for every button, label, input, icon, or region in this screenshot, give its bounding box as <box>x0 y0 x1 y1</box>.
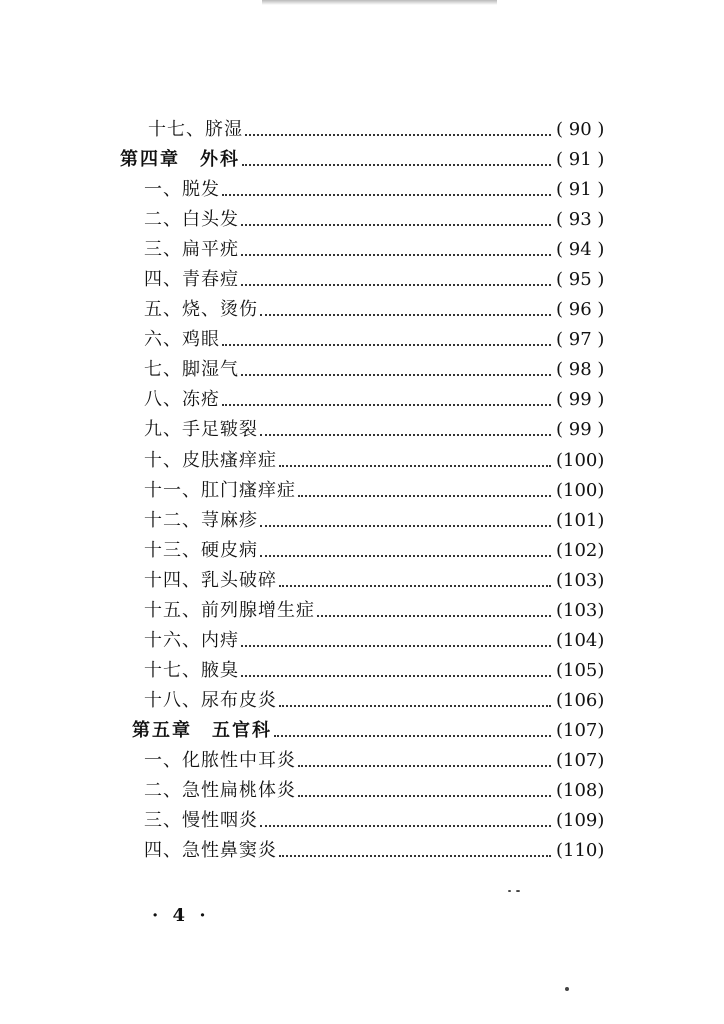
toc-chapter-entry <box>0 145 724 175</box>
toc-entry <box>0 596 724 626</box>
toc-entry-title: 五、烧、烫伤 <box>144 299 258 320</box>
dot-leader <box>222 344 551 346</box>
toc-entry-title: 三、扁平疣 <box>144 239 239 260</box>
toc-entry <box>0 205 724 235</box>
toc-page-number: ( 98 ) <box>556 359 605 380</box>
dot-leader <box>241 374 551 376</box>
scan-speck <box>516 890 520 892</box>
toc-entry <box>0 746 724 776</box>
toc-entry-title: 八、冻疮 <box>144 389 220 410</box>
toc-entry-title: 十五、前列腺增生症 <box>144 600 315 621</box>
toc-entry-title: 九、手足皲裂 <box>144 419 258 440</box>
scan-speck <box>565 987 569 991</box>
toc-entry-title: 十七、腋臭 <box>144 660 239 681</box>
toc-page-number: (109) <box>556 810 605 831</box>
toc-entry-title: 三、慢性咽炎 <box>144 810 258 831</box>
toc-page-number: (103) <box>556 600 605 621</box>
toc-page-number: ( 90 ) <box>556 119 605 140</box>
toc-entry <box>0 626 724 656</box>
toc-entry <box>0 355 724 385</box>
toc-page-number: ( 91 ) <box>556 179 605 200</box>
toc-entry <box>0 265 724 295</box>
toc-entry-title: 四、急性鼻窦炎 <box>144 840 277 861</box>
dot-leader <box>260 525 551 527</box>
dot-leader <box>298 795 551 797</box>
toc-page-number: ( 99 ) <box>556 389 605 410</box>
dot-leader <box>279 585 551 587</box>
toc-entry-title: 七、脚湿气 <box>144 359 239 380</box>
toc-entry-title: 十二、荨麻疹 <box>144 510 258 531</box>
toc-page-number: ( 94 ) <box>556 239 605 260</box>
toc-page-number: (105) <box>556 660 605 681</box>
dot-leader <box>222 194 551 196</box>
toc-chapter-entry <box>0 716 724 746</box>
scan-smudge <box>262 0 497 5</box>
dot-leader <box>279 855 551 857</box>
dot-leader <box>260 314 551 316</box>
dot-leader <box>260 825 551 827</box>
toc-entry <box>0 295 724 325</box>
toc-entry-title: 四、青春痘 <box>144 269 239 290</box>
toc-entry <box>0 175 724 205</box>
toc-entry-title: 十七、脐湿 <box>148 119 243 140</box>
toc-page-number: (106) <box>556 690 605 711</box>
toc-page-number: (110) <box>556 840 605 861</box>
dot-leader <box>241 284 551 286</box>
toc-page-number: (100) <box>556 450 605 471</box>
dot-leader <box>242 164 551 166</box>
toc-entry <box>0 686 724 716</box>
dot-leader <box>245 134 551 136</box>
toc-page-number: ( 91 ) <box>556 149 605 170</box>
toc-entry-title: 十八、尿布皮炎 <box>144 690 277 711</box>
toc-entry-title: 六、鸡眼 <box>144 329 220 350</box>
toc-entry-title: 十三、硬皮病 <box>144 540 258 561</box>
toc-entry <box>0 836 724 866</box>
dot-leader <box>222 404 551 406</box>
toc-page-number: (108) <box>556 780 605 801</box>
dot-leader <box>241 224 551 226</box>
toc-entry-title: 一、脱发 <box>144 179 220 200</box>
toc-entry-title: 十、皮肤瘙痒症 <box>144 450 277 471</box>
toc-page-number: (101) <box>556 510 605 531</box>
toc-entry-title: 十四、乳头破碎 <box>144 570 277 591</box>
toc-entry <box>0 536 724 566</box>
dot-leader <box>260 555 551 557</box>
page-number-footer: · 4 · <box>152 905 210 926</box>
dot-leader <box>279 705 551 707</box>
toc-entry <box>0 325 724 355</box>
toc-page-number: ( 93 ) <box>556 209 605 230</box>
toc-page-number: (107) <box>556 750 605 771</box>
toc-page-number: (102) <box>556 540 605 561</box>
dot-leader <box>241 675 551 677</box>
dot-leader <box>279 465 551 467</box>
toc-entry-title: 十六、内痔 <box>144 630 239 651</box>
toc-page-number: ( 99 ) <box>556 419 605 440</box>
dot-leader <box>298 765 551 767</box>
toc-entry <box>0 506 724 536</box>
dot-leader <box>274 735 551 737</box>
scan-speck <box>508 890 511 892</box>
toc-page-number: (107) <box>556 720 605 741</box>
toc-entry <box>0 806 724 836</box>
toc-entry-title: 第四章 外科 <box>120 149 240 170</box>
toc-page-number: ( 95 ) <box>556 269 605 290</box>
toc-entry <box>0 235 724 265</box>
toc-entry-title: 二、急性扁桃体炎 <box>144 780 296 801</box>
toc-entry <box>0 656 724 686</box>
toc-entry <box>0 776 724 806</box>
dot-leader <box>241 645 551 647</box>
toc-entry-title: 一、化脓性中耳炎 <box>144 750 296 771</box>
toc-entry <box>0 415 724 445</box>
toc-page-number: (104) <box>556 630 605 651</box>
dot-leader <box>260 434 551 436</box>
toc-entry <box>0 115 724 145</box>
toc-page-number: ( 97 ) <box>556 329 605 350</box>
toc-entry <box>0 385 724 415</box>
toc-page-number: (100) <box>556 480 605 501</box>
toc-entry-title: 二、白头发 <box>144 209 239 230</box>
dot-leader <box>241 254 551 256</box>
toc-entry-title: 十一、肛门瘙痒症 <box>144 480 296 501</box>
toc-page-number: ( 96 ) <box>556 299 605 320</box>
toc-entry <box>0 566 724 596</box>
dot-leader <box>317 615 551 617</box>
toc-entry-title: 第五章 五官科 <box>132 720 272 741</box>
toc-entry <box>0 476 724 506</box>
toc-entry <box>0 446 724 476</box>
toc-page-number: (103) <box>556 570 605 591</box>
dot-leader <box>298 495 551 497</box>
